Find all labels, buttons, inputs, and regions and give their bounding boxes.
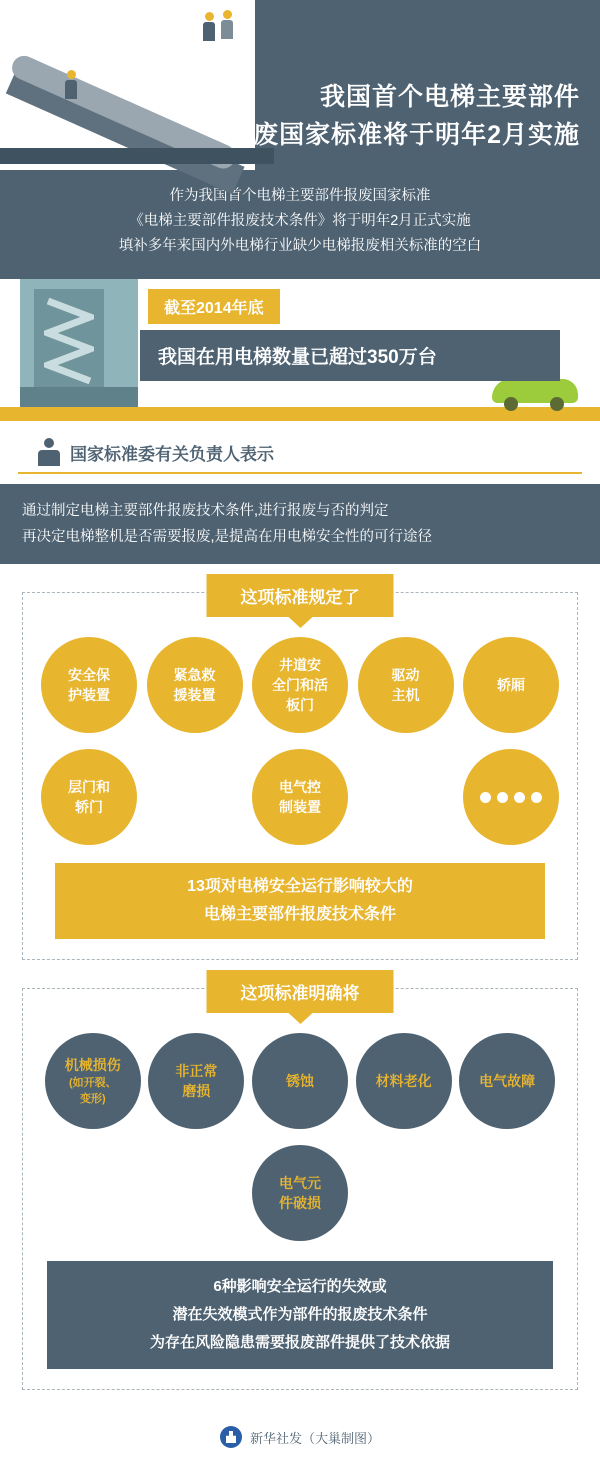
elevator-door-illustration xyxy=(20,387,138,407)
component-item xyxy=(463,637,559,733)
failure-mode-item xyxy=(459,1033,555,1129)
footer xyxy=(0,1412,600,1462)
component-item xyxy=(252,749,348,845)
speaker-title: 国家标准委有关负责人表示 xyxy=(70,444,274,464)
statistic-block xyxy=(140,289,580,381)
section-failure-modes xyxy=(22,984,578,1390)
component-label-line1: 井道安 xyxy=(279,657,321,673)
component-label-line2: 护装置 xyxy=(68,687,110,703)
person-icon-1 xyxy=(203,12,215,41)
component-label-line3: 板门 xyxy=(286,697,314,713)
person-icon-3 xyxy=(65,70,77,99)
failure-mode-label-line1: 非正常 xyxy=(175,1063,218,1079)
spring-zigzag-icon xyxy=(44,297,94,387)
failure-mode-item xyxy=(45,1033,141,1129)
section2-summary xyxy=(47,1261,553,1369)
failure-mode-label-line2: 件破损 xyxy=(279,1195,321,1211)
failure-mode-item xyxy=(148,1033,244,1129)
failure-mode-label-line1: 电气元 xyxy=(279,1175,321,1191)
person-icon-2 xyxy=(221,10,233,39)
page-title xyxy=(160,78,580,154)
section2-summary-line1: 6种影响安全运行的失效或 xyxy=(213,1278,387,1295)
speaker-person-icon xyxy=(36,438,62,466)
intro-line-3: 填补多年来国内外电梯行业缺少电梯报废相关标准的空白 xyxy=(118,238,482,254)
failure-mode-label-small2: 变形) xyxy=(79,1093,106,1105)
component-item xyxy=(41,749,137,845)
intro-line-1: 作为我国首个电梯主要部件报废国家标准 xyxy=(169,188,431,204)
component-item xyxy=(252,637,348,733)
failure-mode-label-line1: 机械损伤 xyxy=(64,1057,121,1073)
component-label-line2: 制装置 xyxy=(279,799,321,815)
page-title-line1: 我国首个电梯主要部件 xyxy=(319,83,580,111)
failure-mode-label-small1: (如开裂、 xyxy=(68,1077,117,1089)
failure-mode-label-line1: 材料老化 xyxy=(375,1073,432,1089)
xinhua-logo-icon xyxy=(220,1426,242,1448)
component-label-line2: 援装置 xyxy=(173,687,216,703)
intro-line-2: 《电梯主要部件报废技术条件》将于明年2月正式实施 xyxy=(129,213,471,229)
statistic-scene xyxy=(0,279,600,424)
failure-mode-label-line1: 锈蚀 xyxy=(285,1073,314,1089)
section2-summary-line3: 为存在风险隐患需要报废部件提供了技术依据 xyxy=(149,1334,450,1351)
intro-block xyxy=(0,170,600,279)
speaker-header xyxy=(18,438,582,474)
component-item xyxy=(41,637,137,733)
component-item xyxy=(147,637,243,733)
statistic-value: 我国在用电梯数量已超过350万台 xyxy=(140,330,560,381)
speaker-quote-line2: 再决定电梯整机是否需要报废,是提高在用电梯安全性的可行途径 xyxy=(22,529,433,545)
speaker-quote-line1: 通过制定电梯主要部件报废技术条件,进行报废与否的判定 xyxy=(22,503,389,519)
failure-mode-label-line2: 磨损 xyxy=(182,1083,211,1099)
section1-summary-line2: 电梯主要部件报废技术条件 xyxy=(203,906,396,923)
section1-banner: 这项标准规定了 xyxy=(207,574,394,617)
statistic-label: 截至2014年底 xyxy=(148,289,280,324)
component-item xyxy=(358,637,454,733)
component-label-line1: 轿厢 xyxy=(497,677,525,693)
speaker-section xyxy=(0,424,600,564)
component-label-line1: 安全保 xyxy=(68,667,110,683)
section2-circle-grid xyxy=(41,1033,559,1257)
component-label-line1: 驱动 xyxy=(391,667,420,683)
section2-banner: 这项标准明确将 xyxy=(207,970,394,1013)
failure-mode-item xyxy=(252,1145,348,1241)
component-label-line1: 紧急救 xyxy=(173,667,216,683)
section-standard-scope xyxy=(22,588,578,960)
component-label-line2: 全门和活 xyxy=(272,677,328,693)
component-label-line2: 轿门 xyxy=(75,799,103,815)
failure-mode-item xyxy=(252,1033,348,1129)
header xyxy=(0,0,600,170)
section2-summary-line2: 潜在失效模式作为部件的报废技术条件 xyxy=(172,1306,428,1323)
section1-summary-line1: 13项对电梯安全运行影响较大的 xyxy=(187,878,413,895)
component-item-more xyxy=(463,749,559,845)
section1-summary xyxy=(55,863,545,939)
component-label-line1: 层门和 xyxy=(68,779,110,795)
speaker-quote xyxy=(0,484,600,564)
component-label-line2: 主机 xyxy=(391,687,420,703)
section1-circle-grid xyxy=(41,637,559,861)
ellipsis-icon xyxy=(480,792,542,803)
footer-credit: 新华社发（大巢制图） xyxy=(249,1430,380,1446)
component-label-line1: 电气控 xyxy=(279,779,321,795)
failure-mode-label-line1: 电气故障 xyxy=(479,1073,536,1089)
failure-mode-item xyxy=(356,1033,452,1129)
page-title-line2: 报废国家标准将于明年2月实施 xyxy=(227,121,580,149)
